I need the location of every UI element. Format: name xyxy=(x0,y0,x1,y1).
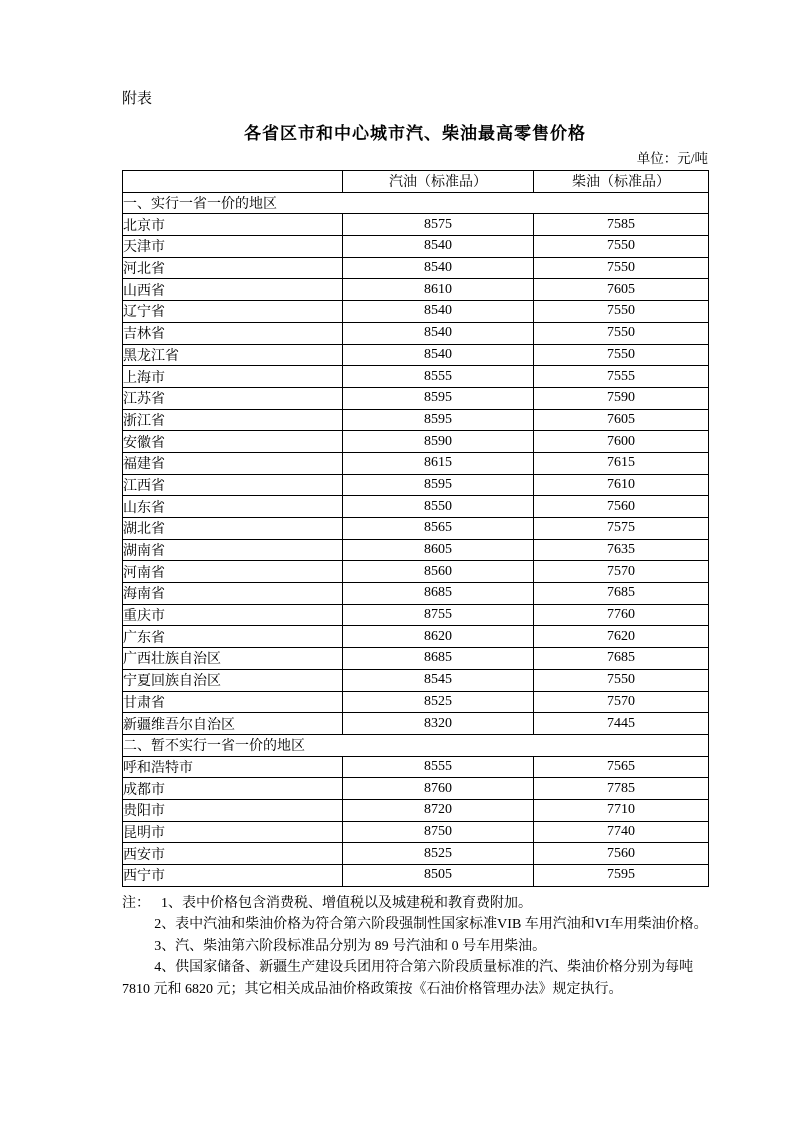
diesel-cell: 7620 xyxy=(534,626,709,648)
region-cell: 湖南省 xyxy=(123,539,343,561)
price-row xyxy=(123,865,709,887)
gasoline-cell: 8555 xyxy=(343,756,534,778)
gasoline-cell: 8760 xyxy=(343,778,534,800)
gasoline-cell: 8685 xyxy=(343,583,534,605)
price-row xyxy=(123,648,709,670)
gasoline-cell: 8550 xyxy=(343,496,534,518)
gasoline-cell: 8610 xyxy=(343,279,534,301)
diesel-cell: 7550 xyxy=(534,669,709,691)
diesel-cell: 7710 xyxy=(534,799,709,821)
gasoline-cell: 8565 xyxy=(343,518,534,540)
gasoline-cell: 8560 xyxy=(343,561,534,583)
diesel-cell: 7585 xyxy=(534,214,709,236)
region-cell: 呼和浩特市 xyxy=(123,756,343,778)
gasoline-cell: 8595 xyxy=(343,409,534,431)
price-table-body xyxy=(123,192,709,886)
section-heading-row xyxy=(123,734,709,756)
gasoline-cell: 8540 xyxy=(343,257,534,279)
gasoline-cell: 8595 xyxy=(343,474,534,496)
diesel-cell: 7595 xyxy=(534,865,709,887)
diesel-cell: 7590 xyxy=(534,387,709,409)
price-row xyxy=(123,799,709,821)
region-cell: 宁夏回族自治区 xyxy=(123,669,343,691)
col-header-region xyxy=(123,171,343,193)
price-row xyxy=(123,821,709,843)
page-title: 各省区市和中心城市汽、柴油最高零售价格 xyxy=(244,124,586,143)
diesel-cell: 7560 xyxy=(534,843,709,865)
gasoline-cell: 8595 xyxy=(343,387,534,409)
gasoline-cell: 8685 xyxy=(343,648,534,670)
price-row xyxy=(123,583,709,605)
price-row xyxy=(123,713,709,735)
col-header-gasoline: 汽油（标准品） xyxy=(343,171,534,193)
gasoline-cell: 8540 xyxy=(343,322,534,344)
region-cell: 福建省 xyxy=(123,452,343,474)
diesel-cell: 7685 xyxy=(534,648,709,670)
region-cell: 贵阳市 xyxy=(123,799,343,821)
diesel-cell: 7565 xyxy=(534,756,709,778)
diesel-cell: 7575 xyxy=(534,518,709,540)
region-cell: 西宁市 xyxy=(123,865,343,887)
gasoline-cell: 8540 xyxy=(343,344,534,366)
region-cell: 新疆维吾尔自治区 xyxy=(123,713,343,735)
region-cell: 上海市 xyxy=(123,366,343,388)
note-line-4: 4、供国家储备、新疆生产建设兵团用符合第六阶段质量标准的汽、柴油价格分别为每吨 7810 元和 6820 元；其它相关成品油价格政策按《石油价格管理办法》规定执行。 xyxy=(122,960,694,997)
region-cell: 安徽省 xyxy=(123,431,343,453)
page-content xyxy=(122,90,708,1000)
diesel-cell: 7605 xyxy=(534,279,709,301)
unit-label: 单位：元/吨 xyxy=(636,151,708,166)
diesel-cell: 7550 xyxy=(534,301,709,323)
region-cell: 辽宁省 xyxy=(123,301,343,323)
attachment-label: 附表 xyxy=(122,91,153,107)
diesel-cell: 7635 xyxy=(534,539,709,561)
gasoline-cell: 8545 xyxy=(343,669,534,691)
gasoline-cell: 8575 xyxy=(343,214,534,236)
diesel-cell: 7600 xyxy=(534,431,709,453)
diesel-cell: 7550 xyxy=(534,344,709,366)
region-cell: 山东省 xyxy=(123,496,343,518)
price-row xyxy=(123,387,709,409)
col-header-diesel: 柴油（标准品） xyxy=(534,171,709,193)
price-row xyxy=(123,409,709,431)
price-row xyxy=(123,322,709,344)
table-header-row xyxy=(123,171,709,193)
price-row xyxy=(123,452,709,474)
price-row xyxy=(123,539,709,561)
region-cell: 湖北省 xyxy=(123,518,343,540)
region-cell: 黑龙江省 xyxy=(123,344,343,366)
gasoline-cell: 8605 xyxy=(343,539,534,561)
region-cell: 广西壮族自治区 xyxy=(123,648,343,670)
region-cell: 天津市 xyxy=(123,236,343,258)
price-row xyxy=(123,561,709,583)
price-row xyxy=(123,236,709,258)
gasoline-cell: 8555 xyxy=(343,366,534,388)
price-table xyxy=(122,170,709,887)
region-cell: 吉林省 xyxy=(123,322,343,344)
region-cell: 江西省 xyxy=(123,474,343,496)
diesel-cell: 7445 xyxy=(534,713,709,735)
diesel-cell: 7685 xyxy=(534,583,709,605)
gasoline-cell: 8750 xyxy=(343,821,534,843)
diesel-cell: 7610 xyxy=(534,474,709,496)
region-cell: 西安市 xyxy=(123,843,343,865)
region-cell: 山西省 xyxy=(123,279,343,301)
region-cell: 甘肃省 xyxy=(123,691,343,713)
gasoline-cell: 8540 xyxy=(343,301,534,323)
price-row xyxy=(123,279,709,301)
diesel-cell: 7760 xyxy=(534,604,709,626)
notes-section xyxy=(122,893,708,1001)
gasoline-cell: 8720 xyxy=(343,799,534,821)
section-heading: 一、实行一省一价的地区 xyxy=(123,192,709,214)
price-row xyxy=(123,604,709,626)
gasoline-cell: 8525 xyxy=(343,843,534,865)
diesel-cell: 7615 xyxy=(534,452,709,474)
gasoline-cell: 8615 xyxy=(343,452,534,474)
region-cell: 成都市 xyxy=(123,778,343,800)
section-heading: 二、暂不实行一省一价的地区 xyxy=(123,734,709,756)
region-cell: 海南省 xyxy=(123,583,343,605)
gasoline-cell: 8525 xyxy=(343,691,534,713)
gasoline-cell: 8540 xyxy=(343,236,534,258)
price-row xyxy=(123,669,709,691)
price-row xyxy=(123,344,709,366)
region-cell: 浙江省 xyxy=(123,409,343,431)
notes-label: 注： xyxy=(122,895,150,911)
price-row xyxy=(123,301,709,323)
region-cell: 北京市 xyxy=(123,214,343,236)
price-row xyxy=(123,366,709,388)
price-row xyxy=(123,214,709,236)
region-cell: 广东省 xyxy=(123,626,343,648)
price-row xyxy=(123,431,709,453)
region-cell: 昆明市 xyxy=(123,821,343,843)
price-row xyxy=(123,756,709,778)
diesel-cell: 7555 xyxy=(534,366,709,388)
note-line-2: 2、表中汽油和柴油价格为符合第六阶段强制性国家标准VIB 车用汽油和VI车用柴油价格。 xyxy=(154,917,708,933)
diesel-cell: 7550 xyxy=(534,236,709,258)
price-row xyxy=(123,626,709,648)
diesel-cell: 7550 xyxy=(534,322,709,344)
diesel-cell: 7785 xyxy=(534,778,709,800)
gasoline-cell: 8755 xyxy=(343,604,534,626)
price-row xyxy=(123,257,709,279)
region-cell: 河南省 xyxy=(123,561,343,583)
diesel-cell: 7550 xyxy=(534,257,709,279)
region-cell: 重庆市 xyxy=(123,604,343,626)
diesel-cell: 7605 xyxy=(534,409,709,431)
price-row xyxy=(123,496,709,518)
price-row xyxy=(123,778,709,800)
price-row xyxy=(123,518,709,540)
gasoline-cell: 8590 xyxy=(343,431,534,453)
diesel-cell: 7570 xyxy=(534,691,709,713)
gasoline-cell: 8620 xyxy=(343,626,534,648)
price-row xyxy=(123,843,709,865)
diesel-cell: 7570 xyxy=(534,561,709,583)
note-line-3: 3、汽、柴油第六阶段标准品分别为 89 号汽油和 0 号车用柴油。 xyxy=(154,938,547,954)
diesel-cell: 7740 xyxy=(534,821,709,843)
region-cell: 江苏省 xyxy=(123,387,343,409)
diesel-cell: 7560 xyxy=(534,496,709,518)
region-cell: 河北省 xyxy=(123,257,343,279)
section-heading-row xyxy=(123,192,709,214)
price-row xyxy=(123,474,709,496)
price-row xyxy=(123,691,709,713)
gasoline-cell: 8320 xyxy=(343,713,534,735)
gasoline-cell: 8505 xyxy=(343,865,534,887)
note-text-1: 1、表中价格包含消费税、增值税以及城建税和教育费附加。 xyxy=(161,895,532,911)
note-line-1 xyxy=(122,893,708,915)
